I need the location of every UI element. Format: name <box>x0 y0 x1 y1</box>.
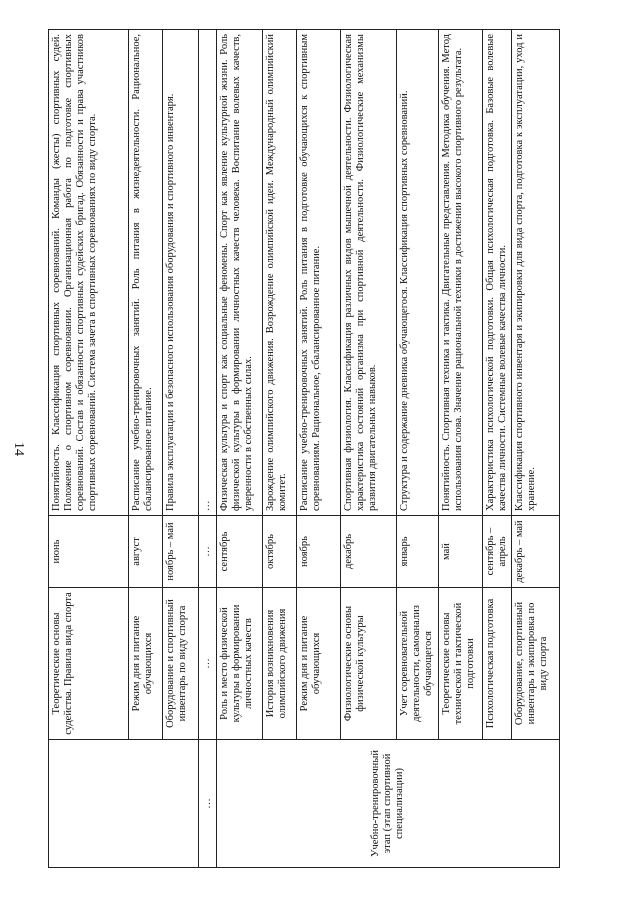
period-cell: ноябрь – май <box>163 516 199 588</box>
description-cell: Физическая культура и спорт как социальные феномены. Спорт как явление культурной жизни. Роль физической культуры в формировании личностных качеств человека. Воспитание волевых качеств, уверенности в собственных силах. <box>217 30 263 516</box>
description-cell: Понятийность. Классификация спортивных соревнований. Команды (жесты) спортивных судей. Положение о спортивном соревновании. Организационная работа по подготовке спортивных соревнований. Состав и обязанности спортивных судейских бригад. Обязанности и права участников спортивных соревнований. Система зачета в спортивных соревнованиях по виду спорта. <box>49 30 129 516</box>
description-cell: Расписание учебно-тренировочных занятий. Роль питания в жизнедеятельности. Рациональное, сбалансированное питание. <box>129 30 163 516</box>
table-row <box>217 30 263 868</box>
topic-cell: Оборудование и спортивный инвентарь по виду спорта <box>163 588 199 740</box>
topic-cell: Роль и место физической культуры в формировании личностных качеств <box>217 588 263 740</box>
description-cell: … <box>199 30 217 516</box>
topic-cell: Режим дня и питание обучающихся <box>129 588 163 740</box>
period-cell: октябрь <box>263 516 297 588</box>
table-row <box>199 30 217 868</box>
rotated-table-wrapper <box>48 30 549 868</box>
description-cell: Правила эксплуатации и безопасного использования оборудования и спортивного инвентаря. <box>163 30 199 516</box>
period-cell: январь <box>397 516 439 588</box>
topic-cell: Психологическая подготовка <box>483 588 512 740</box>
period-cell: декабрь – май <box>512 516 560 588</box>
period-cell: июнь <box>49 516 129 588</box>
stage-cell-blank <box>49 740 199 868</box>
stage-cell: Учебно-тренировочный этап (этап спортивной специализации) <box>217 740 560 868</box>
period-cell: … <box>199 516 217 588</box>
topic-cell: … <box>199 588 217 740</box>
period-cell: май <box>439 516 483 588</box>
period-cell: сентябрь <box>217 516 263 588</box>
page-number: 14 <box>11 442 26 456</box>
period-cell: декабрь <box>341 516 397 588</box>
period-cell: август <box>129 516 163 588</box>
stage-cell-ellipsis: … <box>199 740 217 868</box>
program-table <box>48 29 560 868</box>
topic-cell: История возникновения олимпийского движения <box>263 588 297 740</box>
topic-cell: Режим дня и питание обучающихся <box>297 588 341 740</box>
description-cell: Спортивная физиология. Классификация различных видов мышечной деятельности. Физиологическая характеристика состояний организма при спортивной деятельности. Физиологические механизмы развития двигательных навыков. <box>341 30 397 516</box>
topic-cell: Теоретические основы судейства. Правила вида спорта <box>49 588 129 740</box>
topic-cell: Физиологические основы физической культуры <box>341 588 397 740</box>
table-row <box>49 30 129 868</box>
description-cell: Зарождение олимпийского движения. Возрождение олимпийской идеи. Международный олимпийский комитет. <box>263 30 297 516</box>
description-cell: Расписание учебно-тренировочных занятий. Роль питания в подготовке обучающихся к спортивным соревнованиям. Рациональное, сбалансированное питание. <box>297 30 341 516</box>
topic-cell: Теоретические основы технической и тактической подготовки <box>439 588 483 740</box>
period-cell: ноябрь <box>297 516 341 588</box>
topic-cell: Оборудование, спортивный инвентарь и экипировка по виду спорта <box>512 588 560 740</box>
topic-cell: Учет соревновательной деятельности, самоанализ обучающегося <box>397 588 439 740</box>
period-cell: сентябрь – апрель <box>483 516 512 588</box>
description-cell: Структура и содержание дневника обучающегося. Классификация спортивных соревнований. <box>397 30 439 516</box>
description-cell: Классификация спортивного инвентаря и экипировки для вида спорта, подготовка к эксплуатации, уход и хранение. <box>512 30 560 516</box>
description-cell: Характеристика психологической подготовки. Общая психологическая подготовка. Базовые волевые качества личности. Системные волевые качества личности. <box>483 30 512 516</box>
description-cell: Понятийность. Спортивная техника и тактика. Двигательные представления. Методика обучения. Метод использования слова. Значение рациональной техники в достижении высокого спортивного результата. <box>439 30 483 516</box>
